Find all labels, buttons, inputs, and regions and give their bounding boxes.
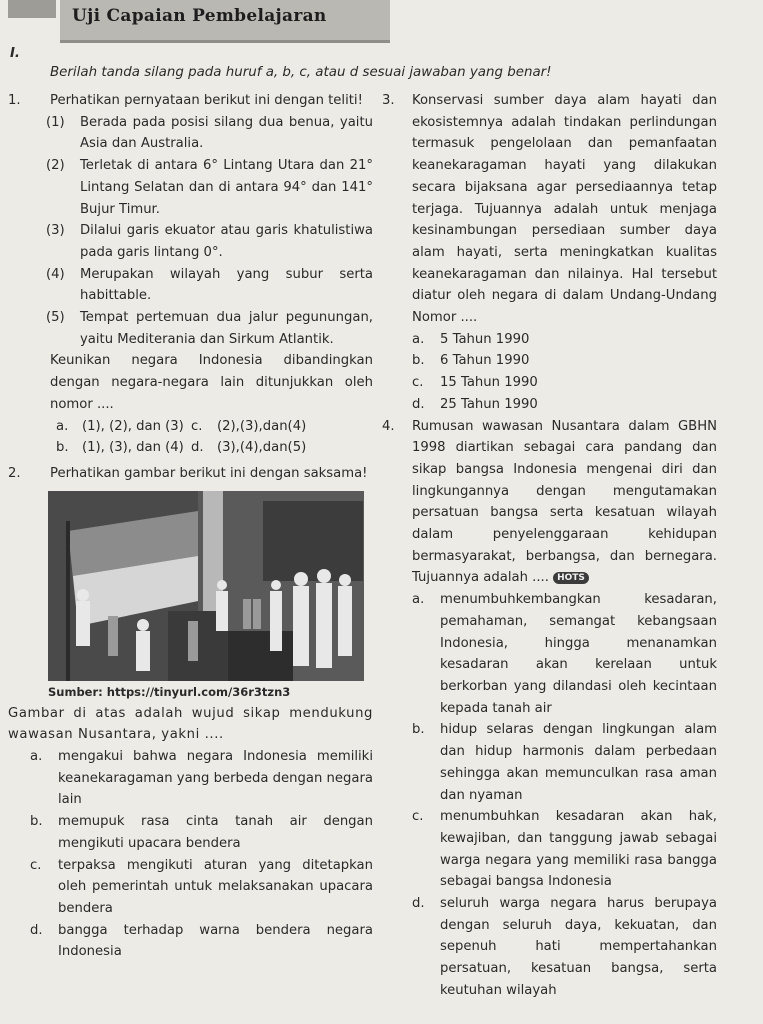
answer-option-c[interactable]: c. terpaksa mengikuti aturan yang ditetapkan oleh pemerintah untuk melaksanakan upacara bendera (30, 857, 373, 916)
photo-illustration (48, 491, 364, 681)
answer-option-a[interactable]: a. 5 Tahun 1990 (412, 331, 530, 347)
answer-option-b[interactable]: b. hidup selaras dengan lingkungan alam dan hidup harmonis dalam perbedaan sehingga akan memunculkan rasa aman dan nyaman (412, 722, 717, 803)
question-stem: Perhatikan gambar berikut ini dengan saksama! (50, 465, 368, 481)
question-stem: Perhatikan pernyataan berikut ini dengan teliti! (50, 93, 363, 108)
answer-option-d[interactable]: d. bangga terhadap warna bendera negara Indonesia (30, 922, 373, 960)
answer-options (8, 746, 373, 963)
answer-options (56, 416, 373, 459)
answer-option-b[interactable]: b. (1), (3), dan (4) (56, 440, 184, 456)
statement-list (46, 112, 373, 351)
answer-option-c[interactable]: c. 15 Tahun 1990 (412, 375, 538, 391)
question-stem: Rumusan wawasan Nusantara dalam GBHN 1998 diartikan sebagai cara pandang dan sikap bangsa Indonesia mengenai diri dan lingkungannya dengan mengutamakan persatuan bangsa serta kesatuan wilayah dalam penyelenggaraan kehidupan bermasyarakat, berbangsa, dan bernegara. Tujuannya adalah .... HOTS (412, 418, 717, 586)
statement-item: (3) Dilalui garis ekuator atau garis khatulistiwa pada garis lintang 0°. (46, 223, 373, 260)
answer-option-d[interactable]: d. 25 Tahun 1990 (412, 396, 538, 412)
question-4 (382, 416, 717, 1002)
answer-option-a[interactable]: a. menumbuhkembangkan kesadaran, pemahaman, semangat kebangsaan Indonesia, hingga menanamkan kesadaran akan kerelaan untuk berkorban yang dilandasi oleh kecintaan kepada tanah air (412, 592, 717, 716)
answer-option-d[interactable]: d. seluruh warga negara harus berupaya dengan seluruh daya, kekuatan, dan sepenuh hati mempertahankan persatuan, kesatuan bangsa, serta keutuhan wilayah (412, 896, 717, 998)
question-stem: Konservasi sumber daya alam hayati dan ekosistemnya adalah tindakan perlindungan termasuk pengelolaan dan pemanfaatan keanekaragaman hayati yang dilakukan secara bijaksana agar persediaannya tetap terjaga. Tujuannya adalah untuk menjaga kesinambungan persediaan sumber daya alam hayati, serta meningkatkan kualitas keanekaragaman dan nilainya. Hal tersebut diatur oleh negara di dalam Undang-Undang Nomor .... (412, 93, 717, 326)
answer-options (390, 589, 717, 1001)
answer-option-a[interactable]: a. mengakui bahwa negara Indonesia memiliki keanekaragaman yang berbeda dengan negara lain (30, 749, 373, 808)
question-number: 1. (8, 93, 21, 108)
statement-item: (4) Merupakan wilayah yang subur serta habittable. (46, 266, 373, 304)
statement-item: (5) Tempat pertemuan dua jalur pegunungan, yaitu Mediterania dan Sirkum Atlantik. (46, 310, 373, 347)
question-prompt: Keunikan negara Indonesia dibandingkan dengan negara-negara lain ditunjukkan oleh nomor .... (50, 353, 373, 412)
statement-item: (2) Terletak di antara 6° Lintang Utara dan 21° Lintang Selatan dan di antara 94° dan 141° Bujur Timur. (46, 158, 373, 217)
question-1 (8, 90, 373, 459)
flag-ceremony-photo (48, 491, 364, 681)
answer-option-c[interactable]: c. (2),(3),dan(4) (191, 418, 307, 434)
question-prompt: Gambar di atas adalah wujud sikap mendukung wawasan Nusantara, yakni .... (8, 705, 373, 743)
answer-options (390, 329, 717, 416)
statement-item: (1) Berada pada posisi silang dua benua, yaitu Asia dan Australia. (46, 114, 373, 152)
section-number: I. (10, 46, 20, 61)
hots-badge: HOTS (553, 572, 589, 584)
answer-option-b[interactable]: b. memupuk rasa cinta tanah air dengan mengikuti upacara bendera (30, 814, 373, 851)
answer-option-b[interactable]: b. 6 Tahun 1990 (412, 353, 530, 369)
question-number: 4. (382, 418, 395, 434)
question-3 (382, 90, 717, 416)
right-column (382, 90, 717, 1002)
page-title: Uji Capaian Pembelajaran (72, 6, 327, 26)
image-caption: Sumber: https://tinyurl.com/36r3tzn3 (48, 684, 291, 699)
section-instruction: Berilah tanda silang pada huruf a, b, c, atau d sesuai jawaban yang benar! (50, 65, 552, 80)
left-column (8, 90, 373, 963)
answer-option-a[interactable]: a. (1), (2), dan (3) (56, 418, 184, 434)
question-number: 3. (382, 93, 395, 108)
answer-option-c[interactable]: c. menumbuhkan kesadaran akan hak, kewajiban, dan tanggung jawab sebagai warga negara yang memiliki rasa bangga sebagai bangsa Indonesia (412, 809, 717, 890)
question-number: 2. (8, 465, 21, 481)
answer-option-d[interactable]: d. (3),(4),dan(5) (191, 440, 307, 456)
header-tab-decoration (8, 0, 56, 18)
question-2 (8, 463, 373, 963)
